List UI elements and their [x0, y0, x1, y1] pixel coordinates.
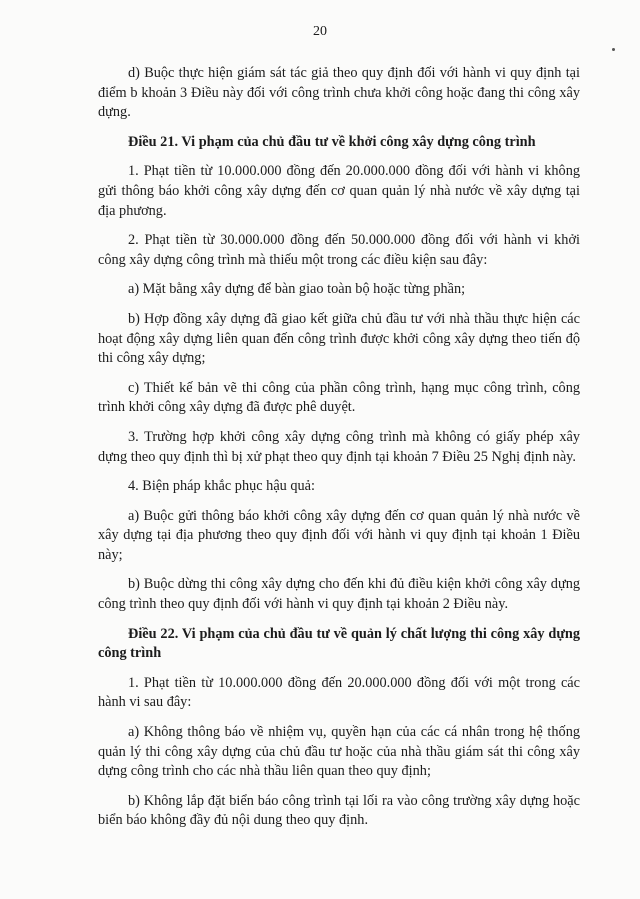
paragraph-article-22-clause-1a: a) Không thông báo về nhiệm vụ, quyền hạn của các cá nhân trong hệ thống quản lý thi công xây dựng của chủ đầu tư hoặc của nhà thầu giám sát thi công xây dựng công trình cho các nhà thầu liên quan theo quy định;: [98, 724, 580, 780]
paragraph-article-22-clause-1: 1. Phạt tiền từ 10.000.000 đồng đến 20.000.000 đồng đối với một trong các hành vi sau đây:: [98, 674, 580, 711]
paragraph-article-21-clause-3: 3. Trường hợp khởi công xây dựng công trình mà không có giấy phép xây dựng theo quy định thì bị xử phạt theo quy định tại khoản 7 Điều 25 Nghị định này.: [98, 428, 580, 465]
paragraph-article-21-clause-1: 1. Phạt tiền từ 10.000.000 đồng đến 20.000.000 đồng đối với hành vi không gửi thông báo khởi công xây dựng đến cơ quan quản lý nhà nước về xây dựng tại địa phương.: [98, 163, 580, 219]
paragraph-article-21-clause-4a: a) Buộc gửi thông báo khởi công xây dựng đến cơ quan quản lý nhà nước về xây dựng tại địa phương theo quy định đối với hành vi quy định tại khoản 1 Điều này;: [98, 507, 580, 563]
paragraph-article-21-clause-2: 2. Phạt tiền từ 30.000.000 đồng đến 50.000.000 đồng đối với hành vi khởi công xây dựng công trình mà thiếu một trong các điều kiện sau đây:: [98, 232, 580, 268]
paragraph-article-21-clause-2b: b) Hợp đồng xây dựng đã giao kết giữa chủ đầu tư với nhà thầu thực hiện các hoạt động xây dựng liên quan đến công trình được khởi công xây dựng theo tiến độ thi công xây dựng;: [98, 310, 580, 367]
paragraph-clause-d-supervision: d) Buộc thực hiện giám sát tác giả theo quy định đối với hành vi quy định tại điểm b khoản 3 Điều này đối với công trình chưa khởi công hoặc đang thi công xây dựng.: [98, 65, 580, 121]
heading-article-21: Điều 21. Vi phạm của chủ đầu tư về khởi công xây dựng công trình: [128, 133, 536, 150]
heading-article-22: Điều 22. Vi phạm của chủ đầu tư về quản lý chất lượng thi công xây dựng công trình: [98, 625, 580, 662]
scan-speck: [612, 48, 615, 51]
paragraph-article-21-clause-4: 4. Biện pháp khắc phục hậu quả:: [128, 478, 315, 495]
paragraph-article-21-clause-4b: b) Buộc dừng thi công xây dựng cho đến khi đủ điều kiện khởi công xây dựng công trình theo quy định đối với hành vi quy định tại khoản 2 Điều này.: [98, 576, 580, 613]
document-body: [98, 64, 580, 841]
page-number: 20: [313, 24, 327, 39]
paragraph-article-22-clause-1b: b) Không lắp đặt biển báo công trình tại lối ra vào công trường xây dựng hoặc biển báo không đầy đủ nội dung theo quy định.: [98, 792, 580, 829]
paragraph-article-21-clause-2a: a) Mặt bằng xây dựng để bàn giao toàn bộ hoặc từng phần;: [128, 281, 466, 298]
paragraph-article-21-clause-2c: c) Thiết kế bản vẽ thi công của phần công trình, hạng mục công trình, công trình khởi công xây dựng đã được phê duyệt.: [98, 379, 580, 416]
